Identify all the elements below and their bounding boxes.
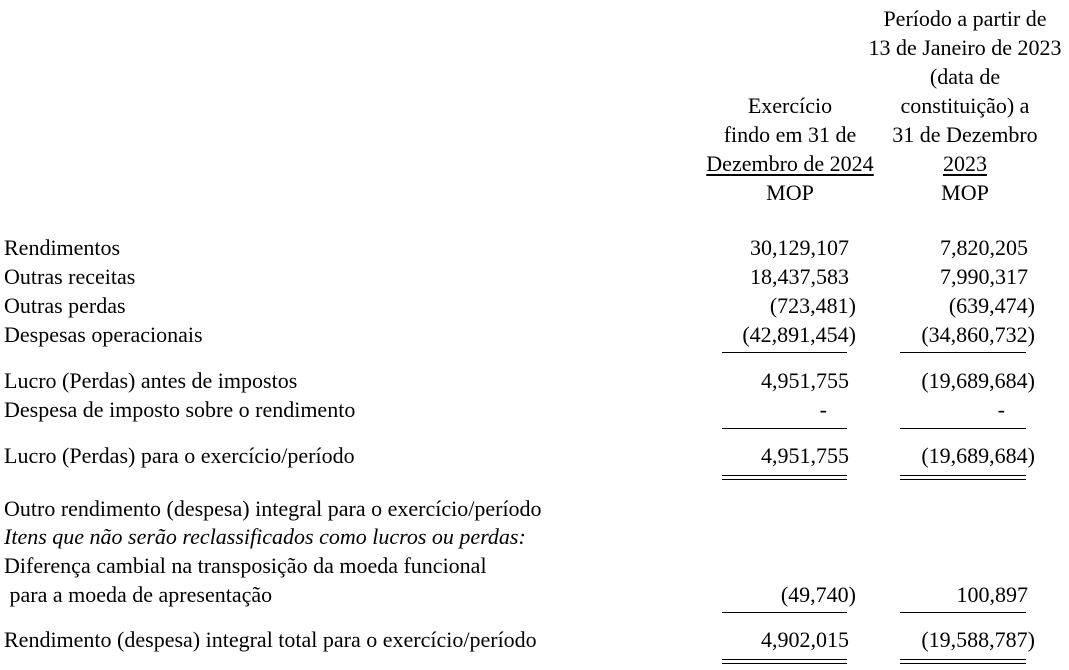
header-period-2023-line: constituição) a bbox=[900, 93, 1030, 118]
header-year-2024-date: Dezembro de 2024 bbox=[706, 151, 874, 176]
header-period-2023-line bbox=[860, 149, 1069, 178]
value-2023: - bbox=[997, 397, 1005, 422]
subtotal-rule bbox=[900, 612, 1026, 613]
subtotal-rule bbox=[900, 428, 1026, 429]
header-period-2023-line: 31 de Dezembro bbox=[892, 122, 1038, 147]
value-2023: (19,689,684) bbox=[921, 443, 1035, 468]
value-2023: (19,588,787) bbox=[921, 627, 1035, 652]
header-year-2024-line: findo em 31 de bbox=[723, 122, 857, 147]
header-period-2023-currency: MOP bbox=[941, 180, 989, 205]
subtotal-rule bbox=[722, 612, 847, 613]
header-year-2024-line bbox=[692, 149, 888, 178]
header-period-2023-year: 2023 bbox=[943, 151, 987, 176]
subtotal-rule bbox=[722, 352, 847, 353]
total-double-rule bbox=[722, 475, 847, 480]
header-year-2024-line: Exercício bbox=[747, 93, 833, 118]
value-2024: 4,902,015 bbox=[761, 627, 849, 652]
value-2023: 7,820,205 bbox=[940, 235, 1028, 260]
row-label: Outras receitas bbox=[4, 264, 136, 289]
row-label: Rendimento (despesa) integral total para o exercício/período bbox=[4, 627, 537, 652]
value-2024: 4,951,755 bbox=[761, 368, 849, 393]
header-period-2023-line: (data de bbox=[929, 64, 1001, 89]
value-2023: 100,897 bbox=[956, 582, 1028, 607]
subtotal-rule bbox=[900, 352, 1026, 353]
value-2024: 4,951,755 bbox=[761, 443, 849, 468]
value-2023: (19,689,684) bbox=[921, 368, 1035, 393]
row-label: Outro rendimento (despesa) integral para o exercício/período bbox=[4, 496, 542, 521]
value-2024: (723,481) bbox=[769, 293, 856, 318]
header-period-2023-line: 13 de Janeiro de 2023 bbox=[868, 35, 1062, 60]
subtotal-rule bbox=[722, 428, 847, 429]
header-year-2024-currency: MOP bbox=[766, 180, 814, 205]
row-label: Lucro (Perdas) antes de impostos bbox=[4, 368, 298, 393]
total-double-rule bbox=[900, 659, 1026, 664]
row-label: Diferença cambial na transposição da moeda funcional bbox=[4, 553, 487, 578]
value-2023: (34,860,732) bbox=[921, 322, 1035, 347]
total-double-rule bbox=[722, 659, 847, 664]
value-2024: (49,740) bbox=[780, 582, 856, 607]
value-2024: 18,437,583 bbox=[750, 264, 849, 289]
value-2024: - bbox=[819, 397, 827, 422]
row-label: Outras perdas bbox=[4, 293, 126, 318]
row-label: Despesa de imposto sobre o rendimento bbox=[4, 397, 356, 422]
row-label: Lucro (Perdas) para o exercício/período bbox=[4, 443, 355, 468]
value-2024: (42,891,454) bbox=[742, 322, 856, 347]
row-label: para a moeda de apresentação bbox=[4, 582, 273, 607]
row-label-italic: Itens que não serão reclassificados como lucros ou perdas: bbox=[4, 524, 526, 549]
value-2024: 30,129,107 bbox=[750, 235, 849, 260]
value-2023: 7,990,317 bbox=[940, 264, 1028, 289]
header-period-2023-line: Período a partir de bbox=[883, 6, 1047, 31]
row-label: Rendimentos bbox=[4, 235, 121, 260]
total-double-rule bbox=[900, 475, 1026, 480]
value-2023: (639,474) bbox=[948, 293, 1035, 318]
row-label: Despesas operacionais bbox=[4, 322, 203, 347]
